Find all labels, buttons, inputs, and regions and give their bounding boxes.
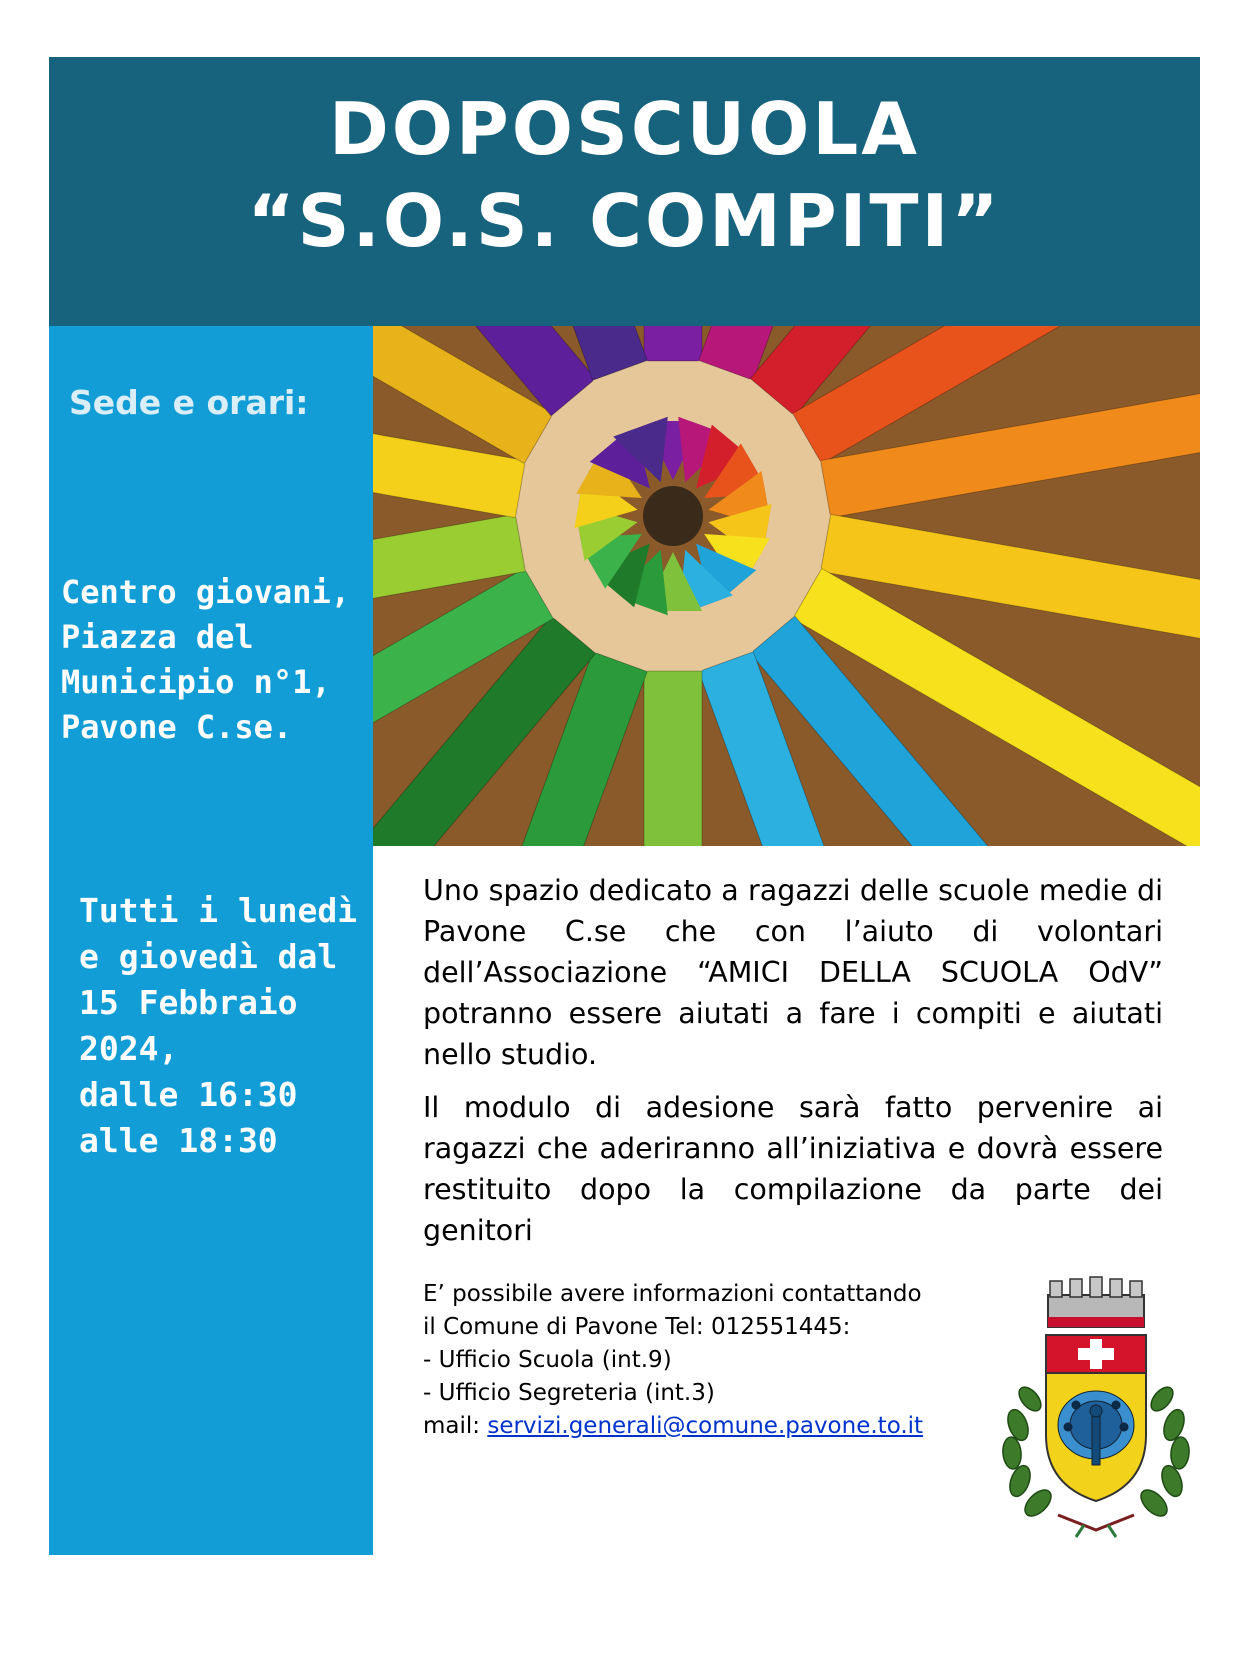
schedule-line: 2024, (79, 1029, 179, 1068)
contact-line: - Ufficio Scuola (int.9) (423, 1347, 672, 1373)
address-line: Pavone C.se. (61, 708, 293, 746)
contact-line: - Ufficio Segreteria (int.3) (423, 1380, 715, 1406)
schedule-block (79, 888, 357, 1164)
sidebar-heading: Sede e orari: (69, 383, 309, 422)
schedule-line: Tutti i lunedì (79, 891, 358, 930)
description-paragraph-2: Il modulo di adesione sarà fatto pervenire ai ragazzi che aderiranno all’iniziativa e dovrà essere restituito dopo la compilazione da parte dei genitori (423, 1091, 1163, 1247)
address-block (61, 570, 350, 750)
pencil-body (644, 326, 702, 361)
title-line-1: DOPOSCUOLA (329, 87, 920, 171)
mail-label: mail: (423, 1413, 488, 1439)
pavone-coat-of-arms-icon (998, 1275, 1194, 1540)
contact-line: il Comune di Pavone Tel: 012551445: (423, 1314, 851, 1340)
header-banner (49, 57, 1200, 326)
schedule-line: dalle 16:30 (79, 1075, 298, 1114)
description (423, 870, 1163, 1263)
address-line: Municipio n°1, (61, 663, 331, 701)
contact-info (423, 1278, 1003, 1443)
contact-mail (423, 1410, 1003, 1443)
contact-line: E’ possibile avere informazioni contattando (423, 1281, 922, 1307)
description-paragraph-1: Uno spazio dedicato a ragazzi delle scuole medie di Pavone C.se che con l’aiuto di volontari dell’Associazione “AMICI DELLA SCUOLA OdV” potranno essere aiutati a fare i compiti e aiutati nello studio. (423, 874, 1163, 1071)
pencils-illustration (373, 326, 1200, 846)
pencil-body (644, 671, 702, 846)
schedule-line: alle 18:30 (79, 1121, 278, 1160)
schedule-line: 15 Febbraio (79, 983, 298, 1022)
address-line: Piazza del (61, 618, 254, 656)
title-line-2: “S.O.S. COMPITI” (247, 179, 1002, 263)
schedule-line: e giovedì dal (79, 937, 338, 976)
pencils-center (643, 486, 703, 546)
colored-pencils-image (373, 326, 1200, 846)
email-link[interactable]: servizi.generali@comune.pavone.to.it (487, 1413, 924, 1439)
address-line: Centro giovani, (61, 573, 350, 611)
